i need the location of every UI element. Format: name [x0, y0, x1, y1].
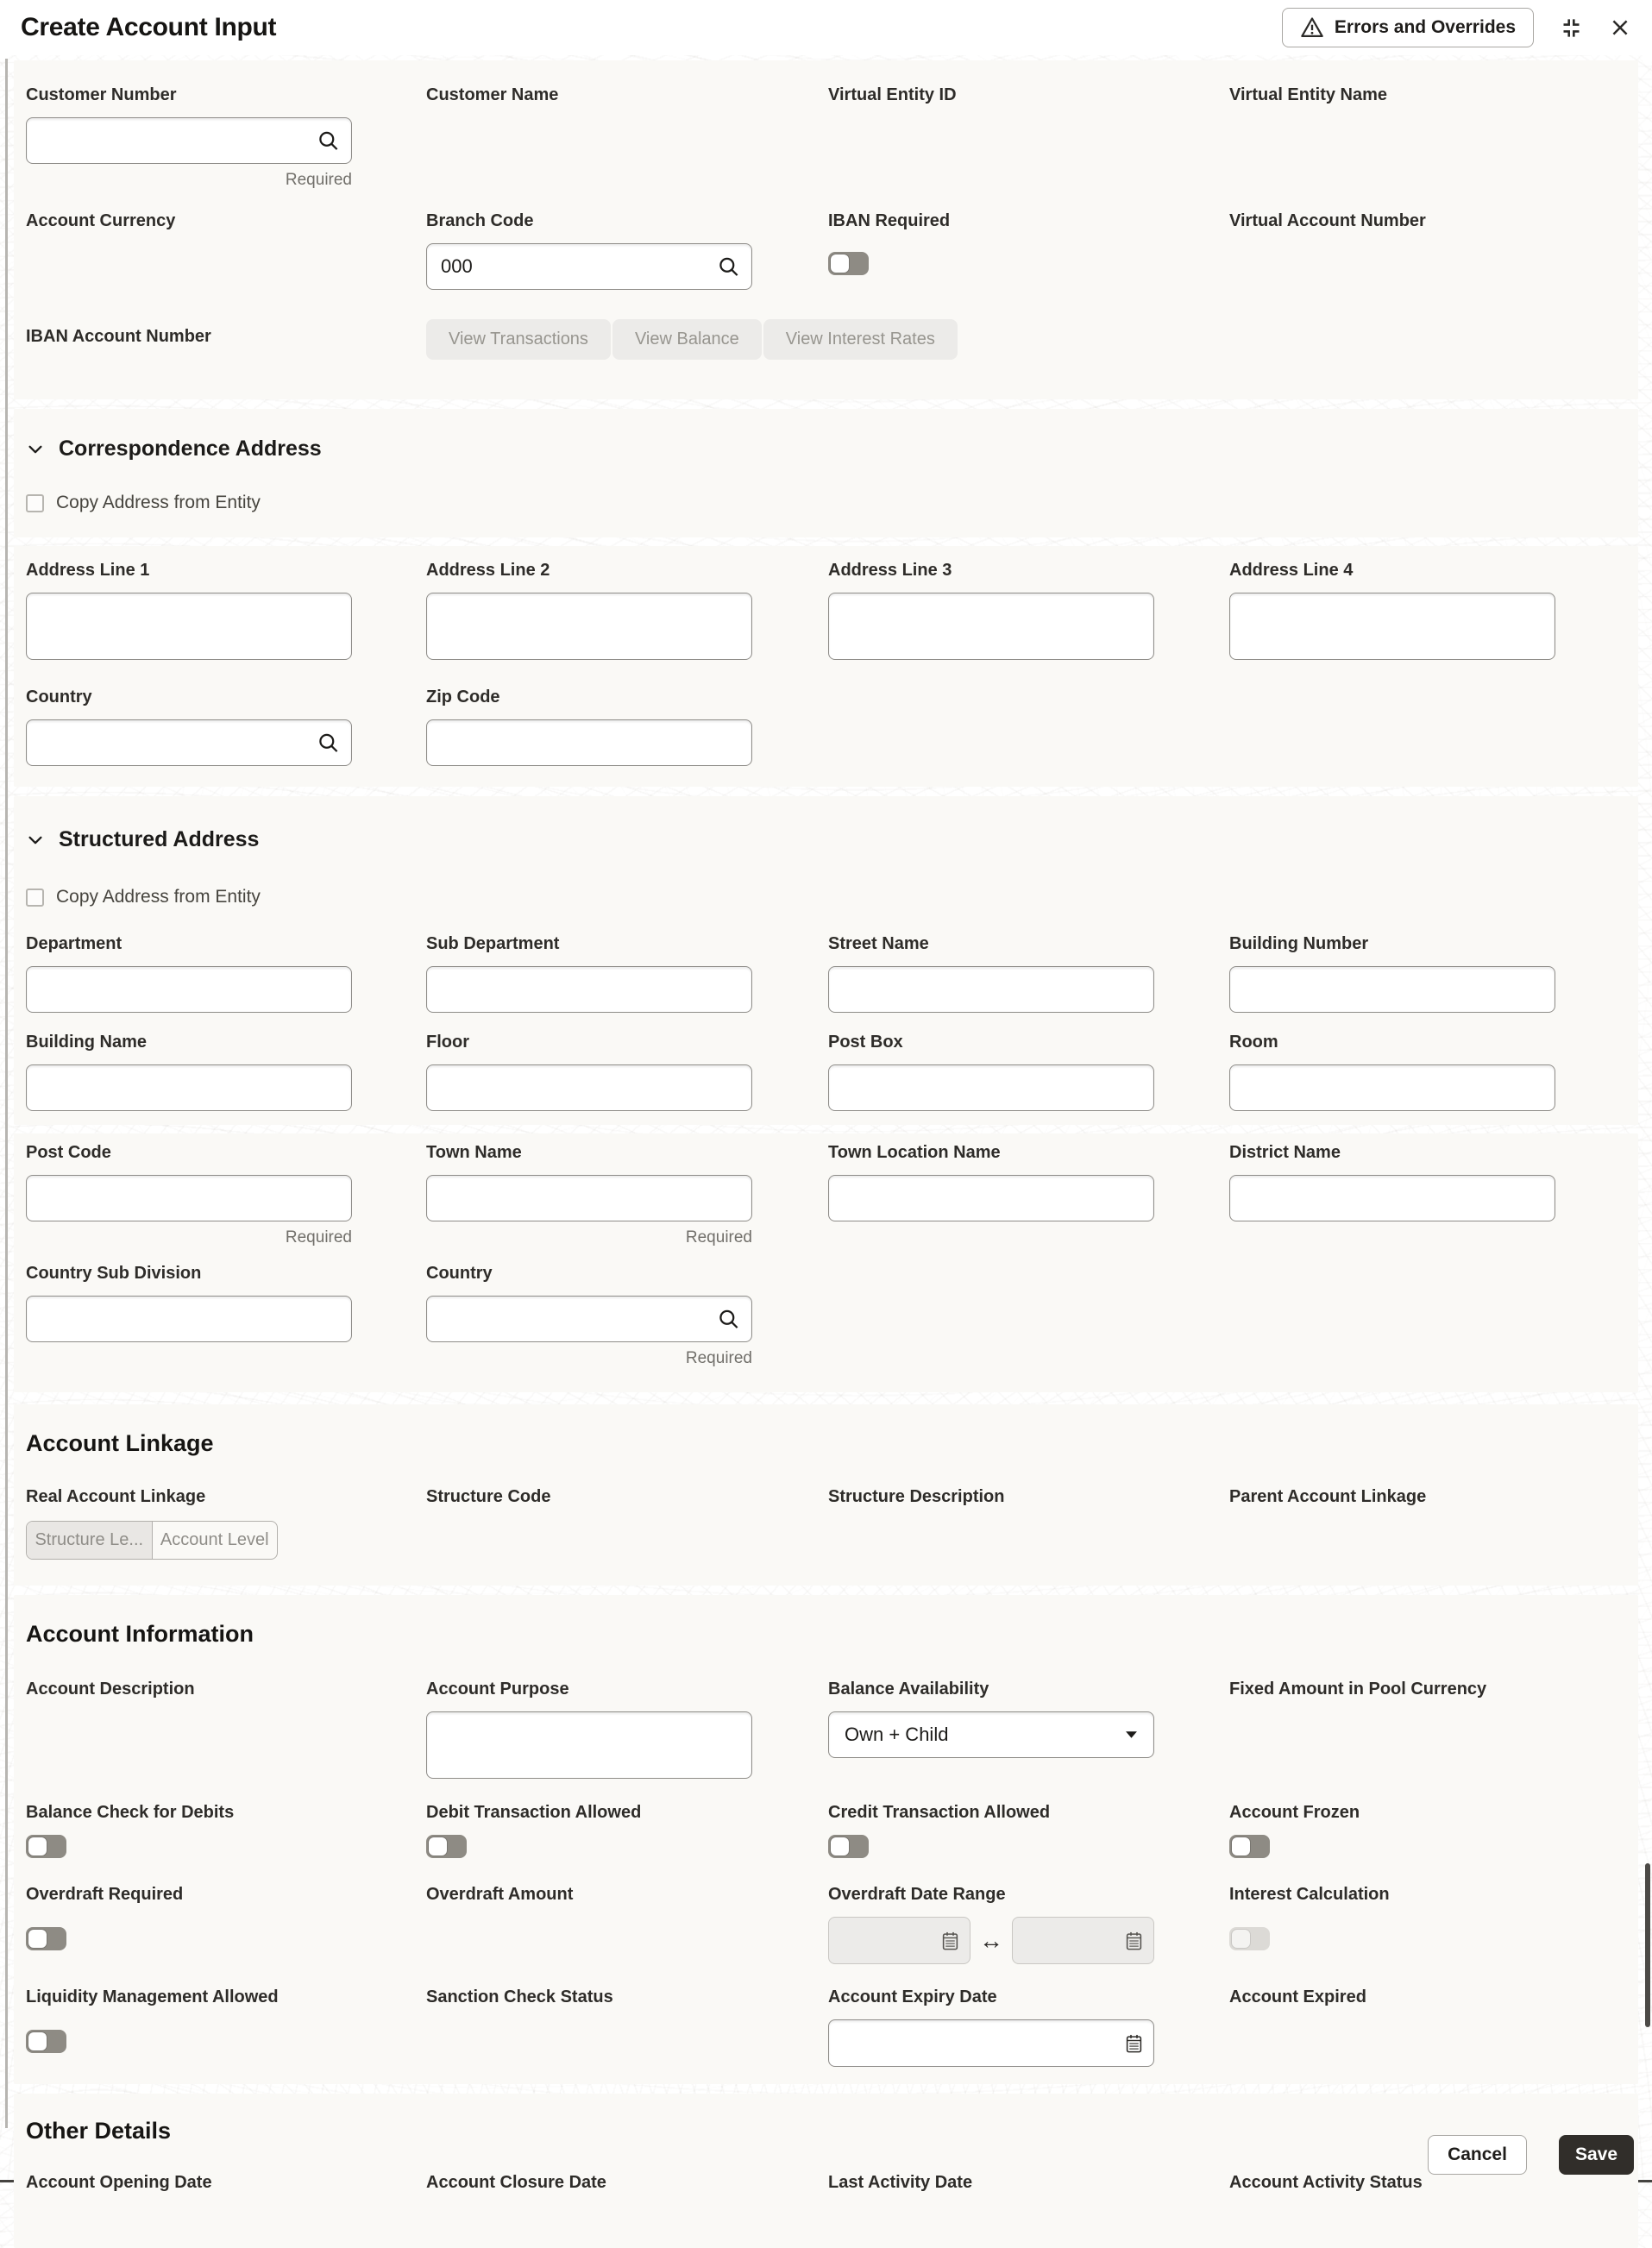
- calendar-icon[interactable]: [1125, 2033, 1143, 2054]
- balance-check-debits-toggle[interactable]: [26, 1835, 66, 1858]
- toggle-knob: [1232, 1837, 1250, 1856]
- balance-check-debits-label: Balance Check for Debits: [26, 1803, 235, 1822]
- required-hint: Required: [685, 1349, 752, 1367]
- warning-icon: [1300, 16, 1324, 40]
- address-line-3-input[interactable]: [828, 593, 1154, 660]
- account-purpose-label: Account Purpose: [426, 1680, 569, 1699]
- town-location-name-label: Town Location Name: [828, 1143, 1001, 1162]
- iban-required-toggle[interactable]: [828, 252, 869, 275]
- account-linkage-title: Account Linkage: [26, 1430, 214, 1456]
- balance-availability-value: Own + Child: [845, 1724, 949, 1745]
- debit-transaction-allowed-label: Debit Transaction Allowed: [426, 1803, 642, 1822]
- search-icon[interactable]: [717, 255, 740, 279]
- structured-country-input[interactable]: [426, 1296, 752, 1342]
- liquidity-management-allowed-label: Liquidity Management Allowed: [26, 1987, 279, 2006]
- cancel-button[interactable]: Cancel: [1428, 2135, 1527, 2175]
- correspondence-country-input[interactable]: [26, 719, 352, 766]
- town-name-input[interactable]: [426, 1175, 752, 1221]
- district-name-label: District Name: [1229, 1143, 1341, 1162]
- required-hint: Required: [285, 171, 352, 189]
- address-line-2-label: Address Line 2: [426, 561, 550, 580]
- overdraft-start-date-input[interactable]: [828, 1917, 970, 1964]
- search-icon[interactable]: [317, 129, 340, 153]
- toggle-knob: [28, 1837, 47, 1856]
- toggle-knob: [28, 1930, 47, 1948]
- section-account-header: [14, 60, 1638, 399]
- structure-description-label: Structure Description: [828, 1487, 1005, 1506]
- last-activity-date-label: Last Activity Date: [828, 2173, 973, 2192]
- country-sub-division-input[interactable]: [26, 1296, 352, 1342]
- required-hint: Required: [685, 1228, 752, 1246]
- structured-country-label: Country: [426, 1264, 493, 1283]
- correspondence-section-toggle[interactable]: [26, 436, 1626, 462]
- town-location-input[interactable]: [828, 1175, 1154, 1221]
- account-description-label: Account Description: [26, 1680, 195, 1699]
- building-name-input[interactable]: [26, 1064, 352, 1111]
- credit-transaction-allowed-label: Credit Transaction Allowed: [828, 1803, 1051, 1822]
- date-range-arrow-icon: ↔: [979, 1926, 1003, 1954]
- toggle-knob: [429, 1837, 447, 1856]
- save-button[interactable]: Save: [1559, 2135, 1634, 2175]
- section-correspondence-header: [14, 409, 1638, 537]
- account-activity-status-label: Account Activity Status: [1229, 2173, 1423, 2192]
- district-name-input[interactable]: [1229, 1175, 1555, 1221]
- required-hint: Required: [285, 1228, 352, 1246]
- floor-label: Floor: [426, 1033, 469, 1052]
- account-currency-label: Account Currency: [26, 211, 176, 230]
- interest-calculation-label: Interest Calculation: [1229, 1885, 1390, 1904]
- street-name-label: Street Name: [828, 934, 929, 953]
- overdraft-amount-label: Overdraft Amount: [426, 1885, 574, 1904]
- post-box-label: Post Box: [828, 1033, 903, 1052]
- collapse-icon[interactable]: [1560, 16, 1583, 40]
- other-details-title: Other Details: [26, 2118, 172, 2144]
- form-body: [0, 55, 1652, 2248]
- chevron-down-icon: [26, 831, 45, 850]
- branch-code-input[interactable]: [426, 243, 752, 290]
- room-input[interactable]: [1229, 1064, 1555, 1111]
- building-number-label: Building Number: [1229, 934, 1369, 953]
- building-number-input[interactable]: [1229, 966, 1555, 1013]
- address-line-1-input[interactable]: [26, 593, 352, 660]
- post-code-input[interactable]: [26, 1175, 352, 1221]
- country-sub-division-label: Country Sub Division: [26, 1264, 202, 1283]
- post-code-label: Post Code: [26, 1143, 111, 1162]
- building-name-label: Building Name: [26, 1033, 148, 1052]
- section-structured-address-cont: [14, 1133, 1638, 1392]
- copy-address-label: Copy Address from Entity: [56, 493, 261, 512]
- toggle-knob: [831, 1837, 849, 1856]
- search-icon[interactable]: [317, 732, 340, 755]
- real-account-linkage-switcher: [26, 1521, 278, 1560]
- department-input[interactable]: [26, 966, 352, 1013]
- address-line-3-label: Address Line 3: [828, 561, 952, 580]
- view-transactions-button[interactable]: View Transactions: [426, 319, 611, 360]
- post-box-input[interactable]: [828, 1064, 1154, 1111]
- page-title: Create Account Input: [21, 13, 277, 41]
- address-line-1-label: Address Line 1: [26, 561, 150, 580]
- caret-down-icon: [1125, 1730, 1138, 1739]
- iban-required-label: IBAN Required: [828, 211, 951, 230]
- overdraft-required-label: Overdraft Required: [26, 1885, 184, 1904]
- address-line-4-label: Address Line 4: [1229, 561, 1354, 580]
- view-interest-rates-button[interactable]: View Interest Rates: [763, 319, 958, 360]
- debit-transaction-allowed-toggle[interactable]: [426, 1835, 467, 1858]
- sanction-check-status-label: Sanction Check Status: [426, 1987, 613, 2006]
- section-account-information: [14, 1595, 1638, 2084]
- copy-address-label: Copy Address from Entity: [56, 887, 261, 907]
- sub-department-label: Sub Department: [426, 934, 560, 953]
- chevron-down-icon: [26, 440, 45, 459]
- toggle-knob: [831, 254, 849, 273]
- toggle-knob: [1232, 1930, 1250, 1948]
- section-account-linkage: [14, 1404, 1638, 1586]
- account-expiry-date-label: Account Expiry Date: [828, 1987, 997, 2006]
- zip-code-label: Zip Code: [426, 688, 500, 706]
- calendar-icon[interactable]: [941, 1931, 959, 1951]
- section-structured-address: [14, 796, 1638, 1125]
- virtual-entity-name-label: Virtual Entity Name: [1229, 85, 1388, 104]
- account-frozen-label: Account Frozen: [1229, 1803, 1360, 1822]
- toggle-knob: [28, 2032, 47, 2050]
- correspondence-country-label: Country: [26, 688, 92, 706]
- errors-and-overrides-button[interactable]: [1282, 8, 1534, 47]
- sub-department-input[interactable]: [426, 966, 752, 1013]
- real-account-linkage-label: Real Account Linkage: [26, 1487, 206, 1506]
- account-expiry-date-input[interactable]: [828, 2019, 1154, 2067]
- errors-and-overrides-label: Errors and Overrides: [1334, 17, 1516, 37]
- account-closure-date-label: Account Closure Date: [426, 2173, 606, 2192]
- parent-account-linkage-label: Parent Account Linkage: [1229, 1487, 1427, 1506]
- account-purpose-textarea[interactable]: [426, 1711, 752, 1779]
- section-correspondence-fields: [14, 546, 1638, 787]
- balance-availability-label: Balance Availability: [828, 1680, 989, 1699]
- overdraft-end-date-input[interactable]: [1012, 1917, 1154, 1964]
- structure-code-label: Structure Code: [426, 1487, 551, 1506]
- account-frozen-toggle[interactable]: [1229, 1835, 1270, 1858]
- view-balance-button[interactable]: View Balance: [612, 319, 762, 360]
- account-level-button[interactable]: Account Level: [153, 1522, 278, 1559]
- credit-transaction-allowed-toggle[interactable]: [828, 1835, 869, 1858]
- footer-action-bar: [0, 2130, 1652, 2180]
- room-label: Room: [1229, 1033, 1278, 1052]
- calendar-icon[interactable]: [1125, 1931, 1143, 1951]
- address-line-4-input[interactable]: [1229, 593, 1555, 660]
- overdraft-required-toggle[interactable]: [26, 1927, 66, 1950]
- window-header: [0, 0, 1652, 55]
- iban-account-number-label: IBAN Account Number: [26, 327, 211, 346]
- virtual-entity-id-label: Virtual Entity ID: [828, 85, 957, 104]
- copy-address-checkbox[interactable]: [26, 494, 44, 512]
- account-information-title: Account Information: [26, 1621, 254, 1647]
- account-expired-label: Account Expired: [1229, 1987, 1366, 2006]
- customer-name-label: Customer Name: [426, 85, 559, 104]
- search-icon[interactable]: [717, 1308, 740, 1331]
- overdraft-date-range-label: Overdraft Date Range: [828, 1885, 1006, 1904]
- liquidity-management-allowed-toggle[interactable]: [26, 2030, 66, 2053]
- account-opening-date-label: Account Opening Date: [26, 2173, 212, 2192]
- floor-input[interactable]: [426, 1064, 752, 1111]
- department-label: Department: [26, 934, 122, 953]
- town-name-label: Town Name: [426, 1143, 522, 1162]
- street-name-input[interactable]: [828, 966, 1154, 1013]
- customer-number-label: Customer Number: [26, 85, 177, 104]
- branch-code-label: Branch Code: [426, 211, 534, 230]
- fixed-amount-pool-label: Fixed Amount in Pool Currency: [1229, 1680, 1487, 1699]
- close-icon[interactable]: [1609, 16, 1631, 39]
- structure-level-button[interactable]: Structure Le...: [27, 1522, 153, 1559]
- correspondence-section-title: Correspondence Address: [59, 436, 322, 461]
- structured-section-title: Structured Address: [59, 827, 260, 851]
- interest-calculation-toggle: [1229, 1927, 1270, 1950]
- virtual-account-number-label: Virtual Account Number: [1229, 211, 1426, 230]
- balance-availability-select[interactable]: [828, 1711, 1154, 1758]
- copy-address-checkbox[interactable]: [26, 889, 44, 907]
- structured-section-toggle[interactable]: [26, 827, 1626, 852]
- address-line-2-input[interactable]: [426, 593, 752, 660]
- customer-number-input[interactable]: [26, 117, 352, 164]
- scrollbar-thumb[interactable]: [1645, 1863, 1650, 2027]
- zip-code-input[interactable]: [426, 719, 752, 766]
